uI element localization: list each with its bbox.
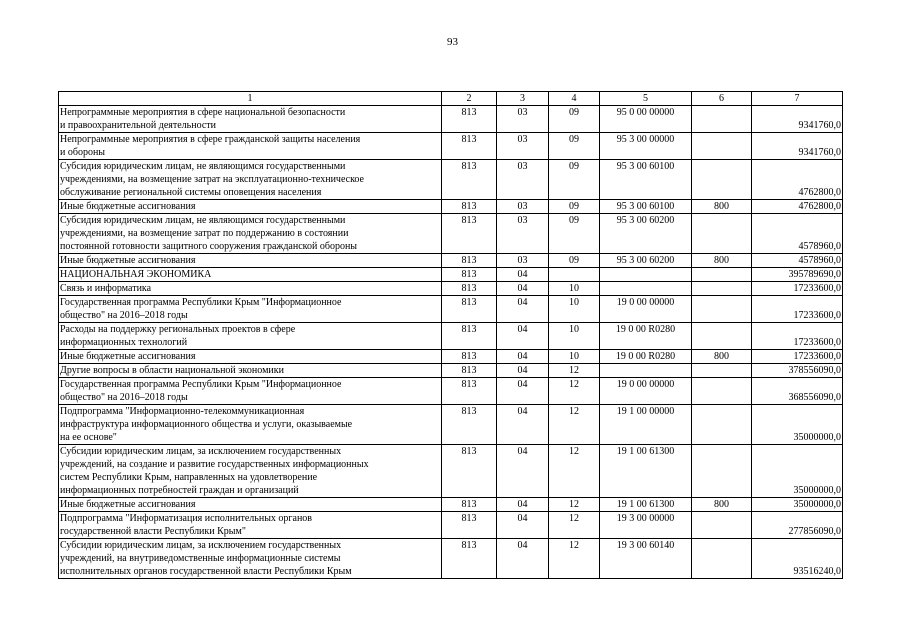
subsection-code: 12 [549,539,600,579]
chapter-code: 813 [442,364,497,378]
amount: 368556090,0 [752,378,843,405]
chapter-code: 813 [442,296,497,323]
expense-type-code [692,378,752,405]
chapter-code: 813 [442,268,497,282]
section-code: 04 [497,378,549,405]
table-row [59,200,843,214]
column-header: 6 [692,92,752,106]
section-code: 03 [497,133,549,160]
section-code: 04 [497,323,549,350]
subsection-code: 09 [549,133,600,160]
table-row [59,498,843,512]
row-name: Иные бюджетные ассигнования [59,200,442,214]
row-name: Государственная программа Республики Крым "Информационное общество" на 2016–2018 годы [59,378,442,405]
expense-type-code: 800 [692,200,752,214]
amount: 4578960,0 [752,214,843,254]
chapter-code: 813 [442,350,497,364]
target-article-code: 19 0 00 R0280 [600,323,692,350]
section-code: 03 [497,106,549,133]
table-row [59,405,843,445]
amount: 93516240,0 [752,539,843,579]
subsection-code: 10 [549,323,600,350]
amount: 17233600,0 [752,282,843,296]
table-row [59,350,843,364]
target-article-code [600,268,692,282]
table-row [59,364,843,378]
target-article-code: 19 3 00 60140 [600,539,692,579]
section-code: 04 [497,282,549,296]
chapter-code: 813 [442,539,497,579]
column-header: 5 [600,92,692,106]
row-name: Связь и информатика [59,282,442,296]
column-header: 4 [549,92,600,106]
expense-type-code [692,364,752,378]
subsection-code: 10 [549,350,600,364]
column-header: 1 [59,92,442,106]
section-code: 04 [497,268,549,282]
row-name: Государственная программа Республики Крым "Информационное общество" на 2016–2018 годы [59,296,442,323]
expense-type-code [692,445,752,498]
chapter-code: 813 [442,160,497,200]
amount: 395789690,0 [752,268,843,282]
section-code: 04 [497,445,549,498]
target-article-code: 19 0 00 R0280 [600,350,692,364]
subsection-code: 10 [549,296,600,323]
row-name: Непрограммные мероприятия в сфере гражданской защиты населения и обороны [59,133,442,160]
amount: 35000000,0 [752,445,843,498]
amount: 17233600,0 [752,323,843,350]
chapter-code: 813 [442,106,497,133]
amount: 277856090,0 [752,512,843,539]
amount: 17233600,0 [752,296,843,323]
row-name: Другие вопросы в области национальной экономики [59,364,442,378]
amount: 35000000,0 [752,405,843,445]
amount: 378556090,0 [752,364,843,378]
chapter-code: 813 [442,200,497,214]
target-article-code: 95 3 00 60200 [600,214,692,254]
target-article-code: 19 0 00 00000 [600,296,692,323]
subsection-code: 12 [549,364,600,378]
amount: 9341760,0 [752,133,843,160]
table-row [59,268,843,282]
chapter-code: 813 [442,254,497,268]
chapter-code: 813 [442,133,497,160]
expense-type-code [692,282,752,296]
section-code: 04 [497,512,549,539]
row-name: Субсидия юридическим лицам, не являющимся государственными учреждениями, на возмещение затрат по поддержанию в состоянии постоянной готовности защитного сооружения гражданской обороны [59,214,442,254]
target-article-code: 95 3 00 60200 [600,254,692,268]
subsection-code: 12 [549,378,600,405]
expense-type-code: 800 [692,498,752,512]
amount: 35000000,0 [752,498,843,512]
table-row [59,160,843,200]
table-row [59,133,843,160]
expense-type-code [692,106,752,133]
target-article-code: 19 1 00 61300 [600,445,692,498]
expense-type-code [692,539,752,579]
target-article-code: 19 3 00 00000 [600,512,692,539]
row-name: Иные бюджетные ассигнования [59,350,442,364]
table-row [59,445,843,498]
column-header: 7 [752,92,843,106]
row-name: Подпрограмма "Информационно-телекоммуникационная инфраструктура информационного общества и услуги, оказываемые на ее основе" [59,405,442,445]
expense-type-code [692,160,752,200]
chapter-code: 813 [442,498,497,512]
subsection-code: 09 [549,214,600,254]
subsection-code: 12 [549,512,600,539]
chapter-code: 813 [442,405,497,445]
row-name: Субсидии юридическим лицам, за исключением государственных учреждений, на внутриведомственные информационные системы исполнительных органов государственной власти Республики Крым [59,539,442,579]
chapter-code: 813 [442,445,497,498]
section-code: 04 [497,498,549,512]
row-name: Непрограммные мероприятия в сфере национальной безопасности и правоохранительной деятельности [59,106,442,133]
table-row [59,282,843,296]
table-row [59,254,843,268]
subsection-code: 12 [549,405,600,445]
row-name: Подпрограмма "Информатизация исполнительных органов государственной власти Республики Крым" [59,512,442,539]
row-name: Субсидия юридическим лицам, не являющимся государственными учреждениями, на возмещение затрат на эксплуатационно-техническое обслуживание региональной системы оповещения населения [59,160,442,200]
amount: 17233600,0 [752,350,843,364]
subsection-code: 12 [549,445,600,498]
target-article-code: 19 1 00 61300 [600,498,692,512]
subsection-code: 09 [549,106,600,133]
table-row [59,512,843,539]
amount: 4762800,0 [752,160,843,200]
budget-table [58,91,843,579]
table-row [59,296,843,323]
table-row [59,323,843,350]
section-code: 04 [497,350,549,364]
expense-type-code: 800 [692,254,752,268]
target-article-code [600,282,692,296]
expense-type-code [692,323,752,350]
expense-type-code [692,296,752,323]
row-name: Иные бюджетные ассигнования [59,498,442,512]
chapter-code: 813 [442,323,497,350]
section-code: 04 [497,405,549,445]
expense-type-code [692,405,752,445]
subsection-code: 12 [549,498,600,512]
column-header: 2 [442,92,497,106]
amount: 4578960,0 [752,254,843,268]
table-row [59,539,843,579]
target-article-code [600,364,692,378]
table-row [59,378,843,405]
subsection-code [549,268,600,282]
expense-type-code [692,133,752,160]
header-row [59,92,843,106]
table-row [59,214,843,254]
subsection-code: 09 [549,254,600,268]
row-name: Иные бюджетные ассигнования [59,254,442,268]
column-header: 3 [497,92,549,106]
expense-type-code [692,214,752,254]
row-name: Субсидии юридическим лицам, за исключением государственных учреждений, на создание и развитие государственных информационных систем Республики Крым, направленных на удовлетворение информационных потребностей граждан и организаций [59,445,442,498]
target-article-code: 95 3 00 00000 [600,133,692,160]
section-code: 03 [497,160,549,200]
chapter-code: 813 [442,512,497,539]
amount: 9341760,0 [752,106,843,133]
expense-type-code: 800 [692,350,752,364]
row-name: Расходы на поддержку региональных проектов в сфере информационных технологий [59,323,442,350]
section-code: 04 [497,539,549,579]
section-code: 03 [497,200,549,214]
chapter-code: 813 [442,282,497,296]
target-article-code: 95 0 00 00000 [600,106,692,133]
amount: 4762800,0 [752,200,843,214]
subsection-code: 09 [549,200,600,214]
section-code: 03 [497,254,549,268]
expense-type-code [692,512,752,539]
target-article-code: 19 0 00 00000 [600,378,692,405]
chapter-code: 813 [442,214,497,254]
target-article-code: 95 3 00 60100 [600,160,692,200]
section-code: 04 [497,364,549,378]
page-number: 93 [447,36,458,48]
chapter-code: 813 [442,378,497,405]
section-code: 04 [497,296,549,323]
row-name: НАЦИОНАЛЬНАЯ ЭКОНОМИКА [59,268,442,282]
target-article-code: 95 3 00 60100 [600,200,692,214]
target-article-code: 19 1 00 00000 [600,405,692,445]
section-code: 03 [497,214,549,254]
subsection-code: 09 [549,160,600,200]
table-row [59,106,843,133]
expense-type-code [692,268,752,282]
subsection-code: 10 [549,282,600,296]
